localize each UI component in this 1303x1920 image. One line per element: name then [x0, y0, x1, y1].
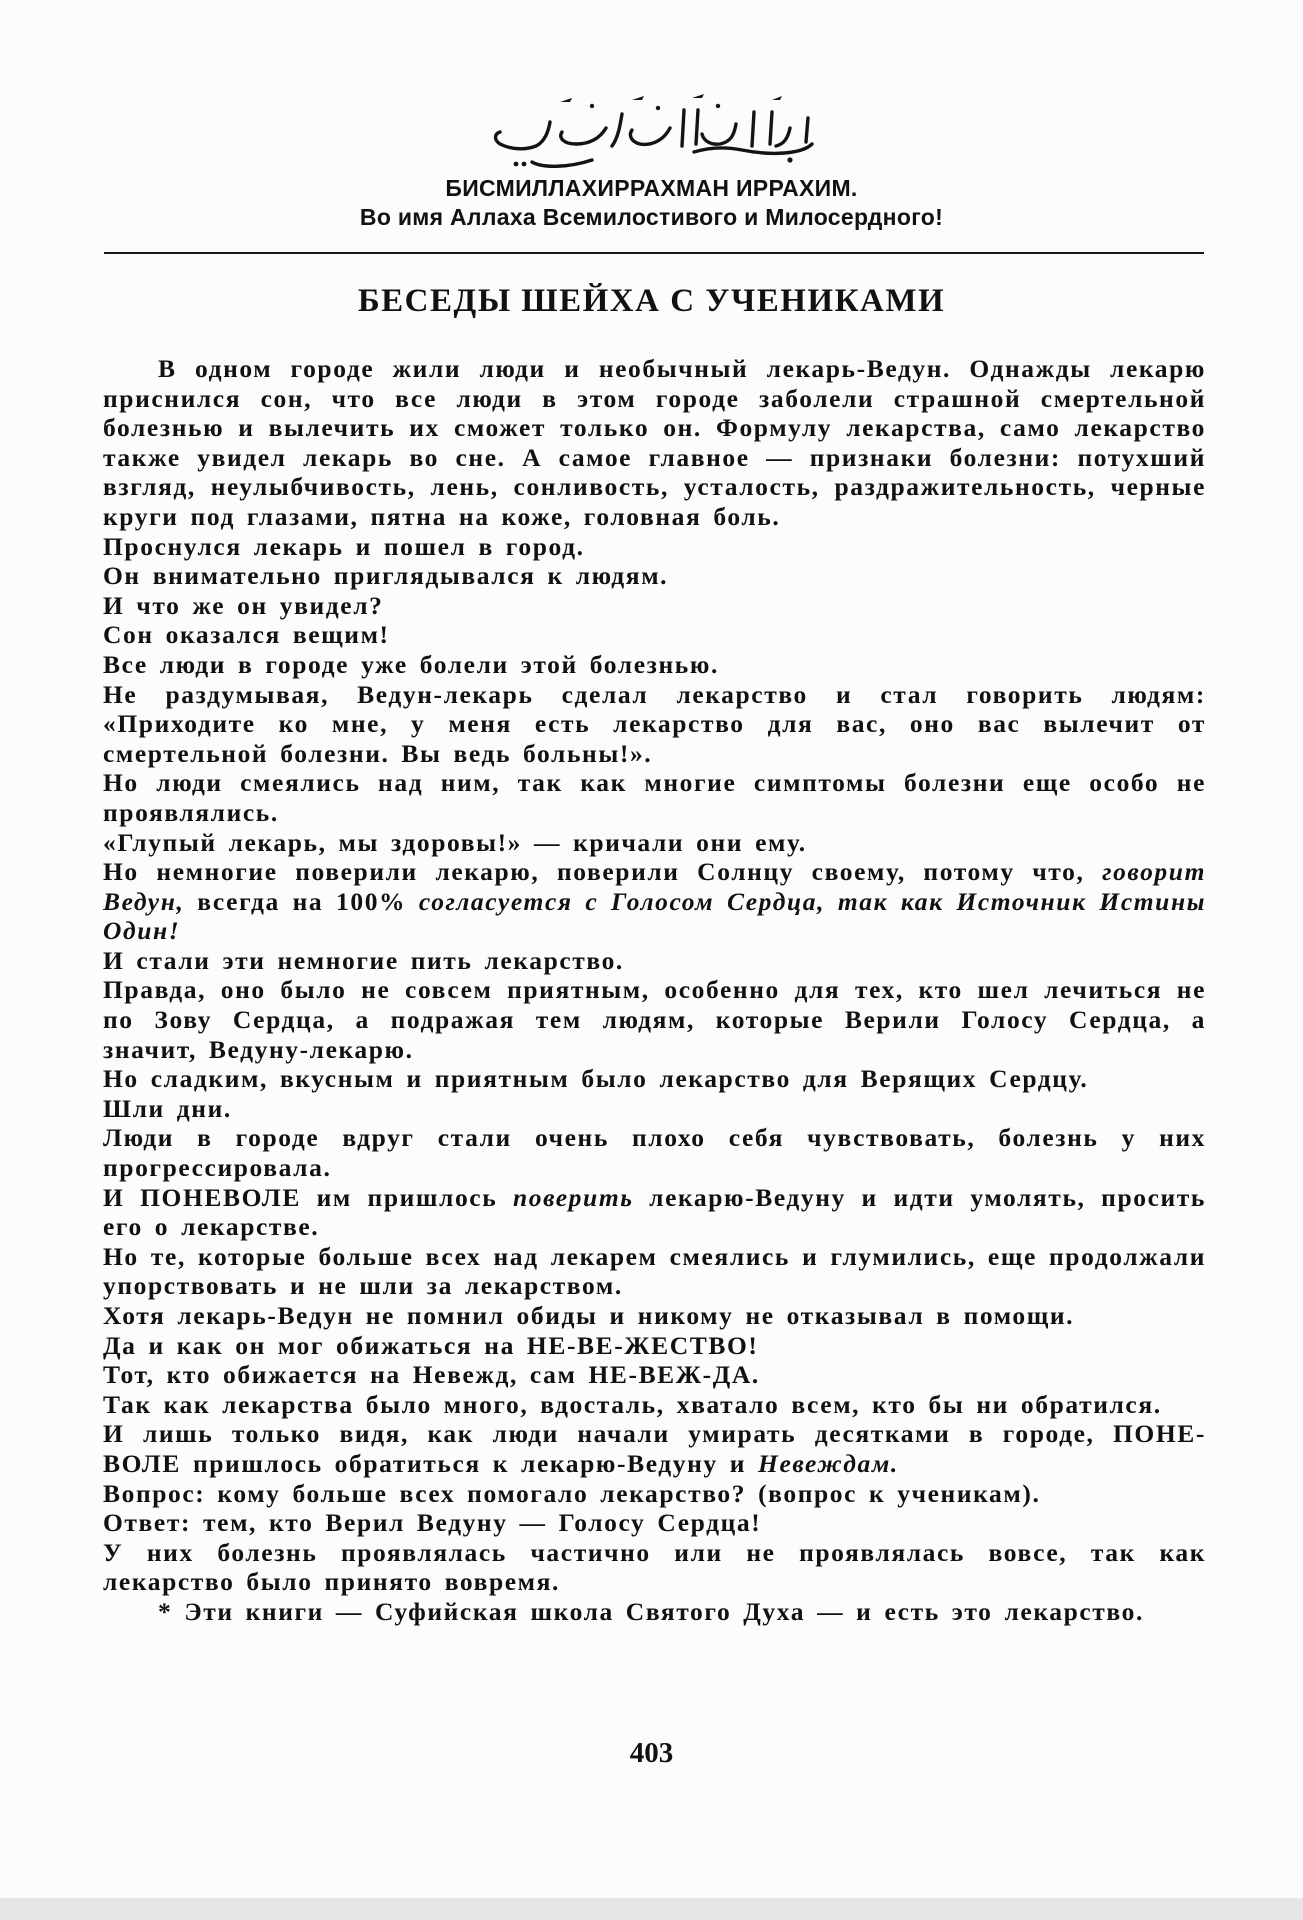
paragraph: Тот, кто обижается на Невежд, сам НЕ-ВЕЖ-ДА.	[103, 1360, 760, 1390]
paragraph: Но те, которые больше всех над лекарем смеялись и глумились, еще продолжали упорствовать и не шли за лекарством.	[103, 1241, 1206, 1301]
paragraph: И стали эти немногие пить лекарство.	[103, 945, 624, 975]
italic-phrase: поверить	[512, 1182, 634, 1212]
paragraph: Шли дни.	[103, 1093, 232, 1123]
paragraph-text: лекарю-Ведуну и идти умолять, просить его о лекарстве.	[103, 1182, 1206, 1242]
italic-phrase: Невеждам.	[758, 1448, 899, 1478]
scan-edge	[0, 1898, 1303, 1920]
footnote: * Эти книги — Суфийская школа Святого Духа — и есть это лекарство.	[158, 1596, 1144, 1626]
italic-phrase: говорит Ведун,	[103, 857, 1206, 916]
paragraph: Хотя лекарь-Ведун не помнил обиды и никому не отказывал в помощи.	[103, 1301, 1075, 1330]
paragraph: Правда, оно было не совсем приятным, особенно для тех, кто шел лечиться не по Зову Сердца, а подражая тем людям, которые Верили Голосу Сердца, а значит, Ведуну-лекарю.	[103, 975, 1206, 1064]
paragraph: Сон оказался вещим!	[103, 620, 390, 650]
page-number: 403	[629, 1737, 674, 1769]
paragraph: Все люди в городе уже болели этой болезнью.	[103, 649, 719, 679]
paragraph-text: И ПОНЕВОЛЕ им пришлось	[103, 1182, 513, 1212]
chapter-body	[103, 354, 1206, 1627]
paragraph-text: И лишь только видя, как люди начали умирать десятками в городе, ПОНЕ-ВОЛЕ пришлось обратиться к лекарю-Ведуну и	[103, 1419, 1206, 1478]
paragraph: Но сладким, вкусным и приятным было лекарство для Верящих Сердцу.	[103, 1064, 1089, 1094]
paragraph: Так как лекарства было много, вдосталь, хватало всем, кто бы ни обратился.	[103, 1389, 1162, 1419]
page-header	[0, 88, 1303, 232]
paragraph: Не раздумывая, Ведун-лекарь сделал лекарство и стал говорить людям: «Приходите ко мне, у меня есть лекарство для вас, оно вас вылечит от смертельной болезни. Вы ведь больны!».	[103, 679, 1206, 768]
paragraph: Да и как он мог обижаться на НЕ-ВЕ-ЖЕСТВО!	[103, 1330, 759, 1360]
paragraph: У них болезнь проявлялась частично или не проявлялась вовсе, так как лекарство было принято вовремя.	[103, 1537, 1206, 1597]
basmala-calligraphy-icon	[472, 88, 832, 172]
paragraph: «Глупый лекарь, мы здоровы!» — кричали они ему.	[103, 827, 807, 857]
basmala-transliteration: БИСМИЛЛАХИРРАХМАН ИРРАХИМ.	[445, 175, 858, 201]
paragraph	[103, 1183, 1206, 1242]
paragraph: И что же он увидел?	[103, 590, 384, 620]
basmala-translation: Во имя Аллаха Всемилостивого и Милосердного!	[359, 204, 944, 230]
chapter-title: БЕСЕДЫ ШЕЙХА С УЧЕНИКАМИ	[357, 283, 946, 319]
header-divider	[104, 252, 1204, 254]
paragraph: Проснулся лекарь и пошел в город.	[103, 531, 585, 561]
paragraph-text: Но немногие поверили лекарю, поверили Солнцу своему, потому что,	[103, 857, 1103, 887]
italic-phrase: согласуется с Голосом Сердца, так как Источник Истины Один!	[103, 886, 1206, 946]
paragraph: Но люди смеялись над ним, так как многие симптомы болезни еще особо не проявлялись.	[103, 768, 1206, 827]
paragraph	[103, 1419, 1206, 1478]
paragraph	[103, 857, 1206, 946]
paragraph: В одном городе жили люди и необычный лекарь-Ведун. Однажды лекарю приснился сон, что все люди в этом городе заболели страшной смертельной болезнью и вылечить их сможет только он. Формулу лекарства, само лекарство также увидел лекарь во сне. А самое главное — признаки болезни: потухший взгляд, неулыбчивость, лень, сонливость, усталость, раздражительность, черные круги под глазами, пятна на коже, головная боль.	[103, 354, 1206, 531]
paragraph: Люди в городе вдруг стали очень плохо себя чувствовать, болезнь у них прогрессировала.	[103, 1123, 1206, 1183]
paragraph-text: всегда на 100%	[184, 886, 419, 916]
paragraph: Он внимательно приглядывался к людям.	[103, 561, 669, 591]
paragraph: Ответ: тем, кто Верил Ведуну — Голосу Сердца!	[103, 1508, 762, 1538]
paragraph: Вопрос: кому больше всех помогало лекарство? (вопрос к ученикам).	[103, 1478, 1041, 1508]
